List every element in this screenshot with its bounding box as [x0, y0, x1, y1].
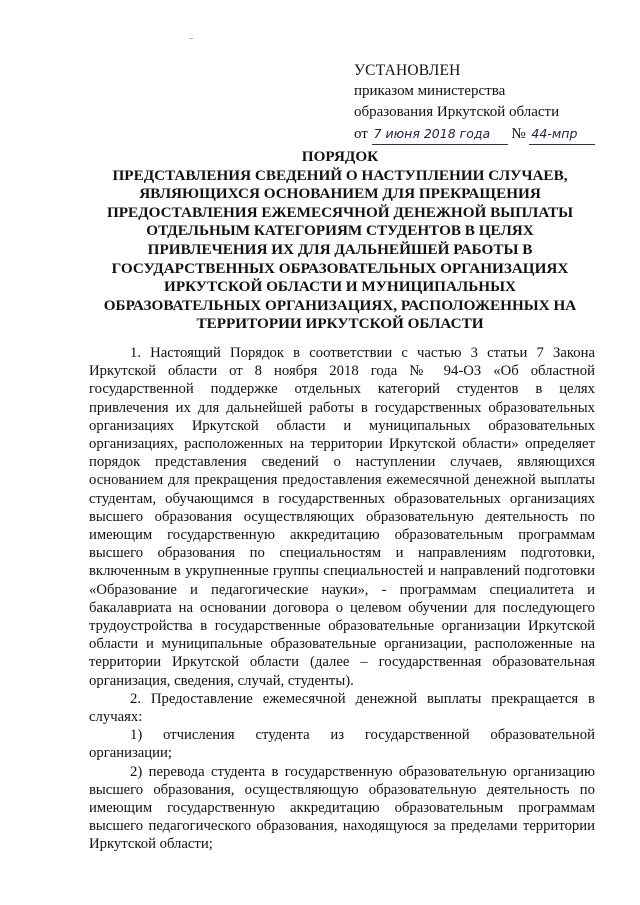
heading-line: ПРИВЛЕЧЕНИЯ ИХ ДЛЯ ДАЛЬНЕЙШЕЙ РАБОТЫ В — [147, 240, 533, 258]
heading-line: ИРКУТСКОЙ ОБЛАСТИ И МУНИЦИПАЛЬНЫХ — [164, 278, 516, 296]
heading-line: ЯВЛЯЮЩИХСЯ ОСНОВАНИЕМ ДЛЯ ПРЕКРАЩЕНИЯ — [139, 185, 541, 203]
heading-line: ОБРАЗОВАТЕЛЬНЫХ ОРГАНИЗАЦИЯХ, РАСПОЛОЖЕННЫХ НА — [103, 296, 577, 314]
heading-line: ОТДЕЛЬНЫМ КАТЕГОРИЯМ СТУДЕНТОВ В ЦЕЛЯХ — [146, 222, 534, 240]
heading-line: ГОСУДАРСТВЕННЫХ ОБРАЗОВАТЕЛЬНЫХ ОРГАНИЗАЦИЯХ — [111, 259, 569, 277]
paragraph-2-item-1: 1) отчисления студента из государственной образовательной организации; — [89, 727, 595, 762]
approval-line-2: образования Иркутской области — [354, 104, 560, 120]
paragraph-2: 2. Предоставление ежемесячной денежной выплаты прекращается в случаях: — [89, 690, 595, 726]
paragraph-1: 1. Настоящий Порядок в соответствии с частью 3 статьи 7 Закона Иркутской области от 8 ноября 2018 года № 94-ОЗ «Об областной государственной поддержке отдельных категорий студентов в целях привлечения их для дальнейшей работы в государственных образовательных организациях Иркутской области и муниципальных образовательных организациях, расположенных на территории Иркутской области» определяет порядок представления сведений о наступлении случаев, являющихся основанием для прекращения предоставления ежемесячной денежной выплаты студентам, обучающимся в государственных образовательных организациях высшего образования осуществляющих образовательную деятельность по имеющим государственную аккредитацию образовательным программам высшего образования по специальностям и направлениям подготовки, включенным в укрупненные группы специальностей и направлений подготовки «Образование и педагогические науки», - программам специалитета и бакалавриата на основании договора о целевом обучении для последующего трудоустройства в государственные образовательные организации Иркутской области и муниципальные образовательные организации, расположенные на территории Иркутской области (далее – государственная образовательная организация, сведения, случай, студенты). — [89, 345, 595, 689]
paragraph-2-item-2: 2) перевода студента в государственную образовательную организацию высшего образования, осуществляющую образовательную деятельность по имеющим государственную аккредитацию образовательным программам высшего педагогического образования, находящуюся за пределами территории Иркутской области; — [89, 763, 595, 853]
heading-line: ПРЕДСТАВЛЕНИЯ СВЕДЕНИЙ О НАСТУПЛЕНИИ СЛУЧАЕВ, — [112, 166, 568, 184]
approval-date-line — [354, 123, 595, 145]
document-heading — [88, 148, 592, 334]
handwritten-number: 44-мпр — [529, 123, 595, 145]
document-body — [89, 344, 595, 854]
date-prefix: от — [354, 126, 368, 142]
approval-line-1: приказом министерства — [354, 83, 506, 99]
approval-stamp-block — [354, 60, 595, 145]
scan-speck — [190, 38, 193, 39]
handwritten-date: 7 июня 2018 года — [372, 123, 508, 145]
approval-title: УСТАНОВЛЕН — [354, 62, 461, 79]
heading-line: ПРЕДОСТАВЛЕНИЯ ЕЖЕМЕСЯЧНОЙ ДЕНЕЖНОЙ ВЫПЛАТЫ — [106, 203, 574, 221]
heading-line: ПОРЯДОК — [301, 148, 379, 165]
number-prefix: № — [511, 126, 526, 142]
heading-line: ТЕРРИТОРИИ ИРКУТСКОЙ ОБЛАСТИ — [196, 315, 484, 333]
